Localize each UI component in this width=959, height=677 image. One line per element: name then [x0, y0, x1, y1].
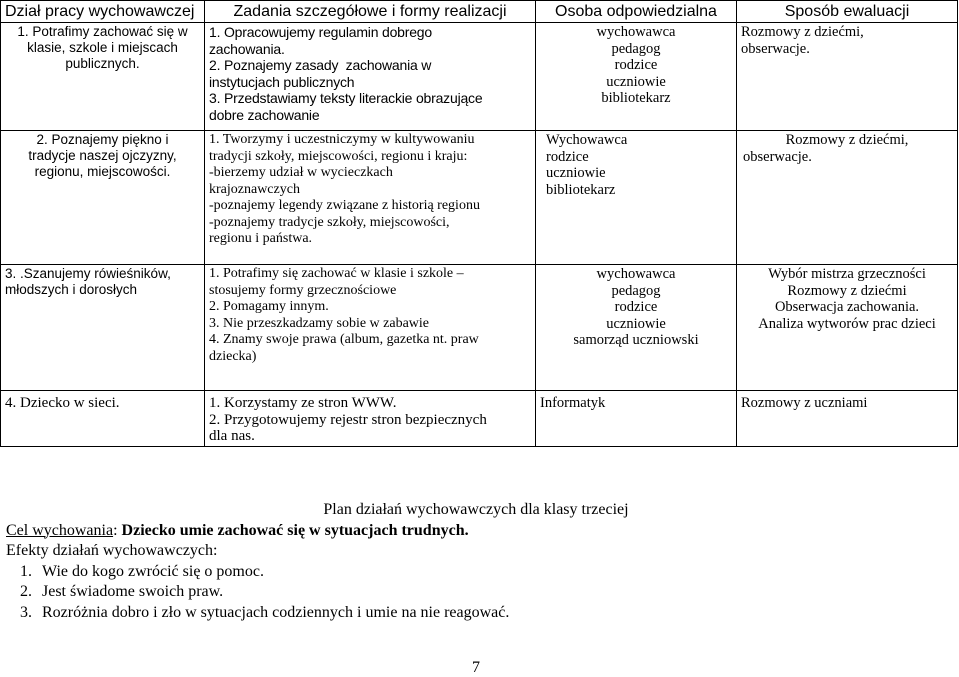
goal-separator: : [113, 521, 118, 539]
effects-list [6, 562, 946, 624]
cell-area: 4. Dziecko w sieci. [1, 391, 205, 447]
cell-area: 1. Potrafimy zachować się w klasie, szkole i miejscach publicznych. [1, 23, 205, 131]
cell-evaluation: Rozmowy z uczniami [737, 391, 958, 447]
cell-tasks: 1. Tworzymy i uczestniczymy w kultywowaniu tradycji szkoły, miejscowości, regionu i kraju: -bierzemy udział w wycieczkach krajoznawczych -poznajemy legendy związane z historią regionu -poznajemy tradycje szkoły, miejscowości, regionu i państwa. [205, 131, 536, 265]
cell-evaluation: Wybór mistrza grzeczności Rozmowy z dziećmi Obserwacja zachowania. Analiza wytworów prac dzieci [737, 265, 958, 391]
cell-persons: wychowawca pedagog rodzice uczniowie bibliotekarz [536, 23, 737, 131]
cell-persons: wychowawca pedagog rodzice uczniowie samorząd uczniowski [536, 265, 737, 391]
cell-tasks: 1. Korzystamy ze stron WWW. 2. Przygotowujemy rejestr stron bezpiecznych dla nas. [205, 391, 536, 447]
cell-evaluation: Rozmowy z dziećmi, obserwacje. [737, 23, 958, 131]
cell-evaluation: Rozmowy z dziećmi, obserwacje. [737, 131, 958, 265]
effects-label: Efekty działań wychowawczych: [6, 542, 218, 559]
cell-tasks: 1. Potrafimy się zachować w klasie i szkole – stosujemy formy grzecznościowe 2. Pomagamy innym. 3. Nie przeszkadzamy sobie w zabawie 4. Znamy swoje prawa (album, gazetka nt. praw dziecka) [205, 265, 536, 391]
plan-title: Plan działań wychowawczych dla klasy trzeciej [323, 501, 629, 518]
goal-label: Cel wychowania [6, 521, 114, 539]
table-row [1, 131, 958, 265]
header-tasks: Zadania szczegółowe i formy realizacji [205, 1, 536, 23]
table-header-row [1, 1, 958, 23]
list-item: 3. Rozróżnia dobro i zło w sytuacjach codziennych i umie na nie reagować. [36, 603, 946, 624]
list-item: 1. Wie do kogo zwrócić się o pomoc. [36, 562, 946, 583]
plan-section [6, 500, 946, 623]
header-person: Osoba odpowiedzialna [536, 1, 737, 23]
page-number: 7 [472, 659, 480, 676]
header-evaluation: Sposób ewaluacji [737, 1, 958, 23]
table-row [1, 23, 958, 131]
cell-area: 3. .Szanujemy rówieśników, młodszych i dorosłych [1, 265, 205, 391]
cell-persons: Informatyk [536, 391, 737, 447]
list-item: 2. Jest świadome swoich praw. [36, 582, 946, 603]
cell-persons: Wychowawca rodzice uczniowie bibliotekarz [536, 131, 737, 265]
header-area: Dział pracy wychowawczej [1, 1, 205, 23]
goal-text: Dziecko umie zachować się w sytuacjach trudnych. [121, 521, 469, 539]
cell-area: 2. Poznajemy piękno i tradycje naszej ojczyzny, regionu, miejscowości. [1, 131, 205, 265]
table-row [1, 265, 958, 391]
cell-tasks: 1. Opracowujemy regulamin dobrego zachowania. 2. Poznajemy zasady zachowania w instytucjach publicznych 3. Przedstawiamy teksty literackie obrazujące dobre zachowanie [205, 23, 536, 131]
table-row [1, 391, 958, 447]
plan-goal [6, 521, 946, 542]
